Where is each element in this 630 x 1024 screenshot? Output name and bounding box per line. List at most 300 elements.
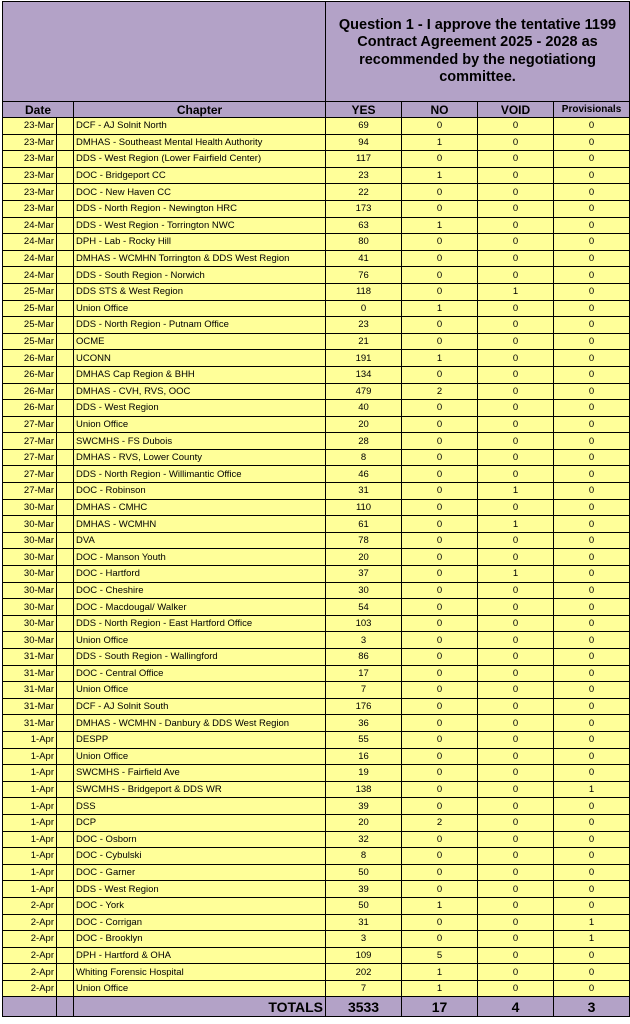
row-void: 0 xyxy=(478,582,554,599)
row-void: 0 xyxy=(478,532,554,549)
row-date: 1-Apr xyxy=(3,848,57,865)
row-chapter: SWCMHS - FS Dubois xyxy=(74,433,326,450)
row-void: 0 xyxy=(478,416,554,433)
row-provisionals: 0 xyxy=(554,582,630,599)
row-provisionals: 0 xyxy=(554,814,630,831)
row-date: 1-Apr xyxy=(3,864,57,881)
row-yes: 134 xyxy=(326,366,402,383)
column-header-row xyxy=(3,102,630,118)
row-void: 0 xyxy=(478,814,554,831)
row-void: 0 xyxy=(478,848,554,865)
row-chapter: DMHAS - CVH, RVS, OOC xyxy=(74,383,326,400)
row-date: 24-Mar xyxy=(3,217,57,234)
table-row xyxy=(3,250,630,267)
table-row xyxy=(3,582,630,599)
row-no: 0 xyxy=(402,615,478,632)
row-chapter: DMHAS - CMHC xyxy=(74,499,326,516)
table-row xyxy=(3,715,630,732)
row-date: 30-Mar xyxy=(3,566,57,583)
row-provisionals: 0 xyxy=(554,250,630,267)
row-blank-cell xyxy=(57,333,74,350)
row-chapter: DDS - West Region xyxy=(74,881,326,898)
row-yes: 36 xyxy=(326,715,402,732)
row-yes: 86 xyxy=(326,649,402,666)
row-provisionals: 0 xyxy=(554,317,630,334)
row-blank-cell xyxy=(57,781,74,798)
row-blank-cell xyxy=(57,366,74,383)
row-date: 31-Mar xyxy=(3,698,57,715)
row-provisionals: 0 xyxy=(554,532,630,549)
row-date: 1-Apr xyxy=(3,748,57,765)
row-no: 0 xyxy=(402,449,478,466)
row-chapter: UCONN xyxy=(74,350,326,367)
row-date: 27-Mar xyxy=(3,433,57,450)
row-provisionals: 0 xyxy=(554,665,630,682)
table-row xyxy=(3,864,630,881)
row-void: 0 xyxy=(478,317,554,334)
row-provisionals: 0 xyxy=(554,267,630,284)
row-yes: 117 xyxy=(326,151,402,168)
row-date: 31-Mar xyxy=(3,649,57,666)
table-row xyxy=(3,350,630,367)
row-no: 1 xyxy=(402,964,478,981)
row-no: 0 xyxy=(402,184,478,201)
row-blank-cell xyxy=(57,350,74,367)
row-date: 23-Mar xyxy=(3,134,57,151)
row-void: 0 xyxy=(478,250,554,267)
row-provisionals: 0 xyxy=(554,848,630,865)
row-chapter: DOC - New Haven CC xyxy=(74,184,326,201)
row-void: 0 xyxy=(478,881,554,898)
row-void: 0 xyxy=(478,599,554,616)
row-blank-cell xyxy=(57,715,74,732)
row-void: 0 xyxy=(478,267,554,284)
row-chapter: DDS - West Region xyxy=(74,400,326,417)
row-chapter: DOC - York xyxy=(74,897,326,914)
row-chapter: Whiting Forensic Hospital xyxy=(74,964,326,981)
row-date: 2-Apr xyxy=(3,931,57,948)
row-no: 0 xyxy=(402,914,478,931)
row-void: 0 xyxy=(478,649,554,666)
row-no: 0 xyxy=(402,682,478,699)
row-date: 1-Apr xyxy=(3,831,57,848)
row-provisionals: 0 xyxy=(554,333,630,350)
row-chapter: Union Office xyxy=(74,300,326,317)
row-date: 27-Mar xyxy=(3,416,57,433)
row-blank-cell xyxy=(57,234,74,251)
row-no: 0 xyxy=(402,665,478,682)
row-chapter: Union Office xyxy=(74,980,326,997)
row-no: 0 xyxy=(402,715,478,732)
row-yes: 118 xyxy=(326,283,402,300)
row-blank-cell xyxy=(57,864,74,881)
row-chapter: DOC - Osborn xyxy=(74,831,326,848)
row-yes: 80 xyxy=(326,234,402,251)
row-provisionals: 0 xyxy=(554,897,630,914)
row-void: 0 xyxy=(478,200,554,217)
row-blank-cell xyxy=(57,300,74,317)
row-blank-cell xyxy=(57,151,74,168)
row-blank-cell xyxy=(57,516,74,533)
row-no: 0 xyxy=(402,731,478,748)
column-header-chapter: Chapter xyxy=(74,102,326,118)
row-yes: 20 xyxy=(326,416,402,433)
column-header-yes: YES xyxy=(326,102,402,118)
row-date: 25-Mar xyxy=(3,317,57,334)
row-date: 1-Apr xyxy=(3,798,57,815)
totals-blank-cell xyxy=(57,997,74,1017)
row-date: 1-Apr xyxy=(3,781,57,798)
row-chapter: DSS xyxy=(74,798,326,815)
row-no: 1 xyxy=(402,350,478,367)
row-blank-cell xyxy=(57,798,74,815)
row-no: 0 xyxy=(402,649,478,666)
row-date: 30-Mar xyxy=(3,549,57,566)
row-void: 0 xyxy=(478,665,554,682)
question-title: Question 1 - I approve the tentative 1199 Contract Agreement 2025 - 2028 as recommended by the negotiationg committee. xyxy=(326,2,630,102)
row-yes: 41 xyxy=(326,250,402,267)
row-date: 2-Apr xyxy=(3,947,57,964)
row-chapter: DDS - North Region - East Hartford Office xyxy=(74,615,326,632)
row-provisionals: 0 xyxy=(554,433,630,450)
row-yes: 61 xyxy=(326,516,402,533)
row-chapter: DMHAS - Southeast Mental Health Authority xyxy=(74,134,326,151)
row-date: 30-Mar xyxy=(3,516,57,533)
row-void: 1 xyxy=(478,516,554,533)
table-row xyxy=(3,184,630,201)
row-provisionals: 0 xyxy=(554,151,630,168)
row-blank-cell xyxy=(57,931,74,948)
row-provisionals: 0 xyxy=(554,632,630,649)
row-provisionals: 1 xyxy=(554,781,630,798)
row-provisionals: 0 xyxy=(554,964,630,981)
row-date: 24-Mar xyxy=(3,267,57,284)
table-row xyxy=(3,615,630,632)
table-row xyxy=(3,532,630,549)
row-void: 0 xyxy=(478,864,554,881)
row-provisionals: 0 xyxy=(554,715,630,732)
row-void: 0 xyxy=(478,118,554,135)
row-provisionals: 0 xyxy=(554,566,630,583)
row-void: 0 xyxy=(478,715,554,732)
column-header-provisionals: Provisionals xyxy=(554,102,630,118)
row-date: 25-Mar xyxy=(3,283,57,300)
row-date: 30-Mar xyxy=(3,632,57,649)
row-provisionals: 1 xyxy=(554,931,630,948)
row-yes: 7 xyxy=(326,682,402,699)
row-blank-cell xyxy=(57,881,74,898)
row-blank-cell xyxy=(57,267,74,284)
row-blank-cell xyxy=(57,283,74,300)
row-provisionals: 0 xyxy=(554,383,630,400)
row-blank-cell xyxy=(57,848,74,865)
column-header-void: VOID xyxy=(478,102,554,118)
row-no: 0 xyxy=(402,234,478,251)
row-yes: 28 xyxy=(326,433,402,450)
row-yes: 50 xyxy=(326,864,402,881)
row-yes: 23 xyxy=(326,317,402,334)
row-void: 1 xyxy=(478,283,554,300)
row-provisionals: 0 xyxy=(554,499,630,516)
row-chapter: SWCMHS - Bridgeport & DDS WR xyxy=(74,781,326,798)
row-void: 0 xyxy=(478,632,554,649)
row-date: 23-Mar xyxy=(3,118,57,135)
row-provisionals: 0 xyxy=(554,516,630,533)
table-row xyxy=(3,151,630,168)
row-no: 0 xyxy=(402,582,478,599)
row-date: 27-Mar xyxy=(3,449,57,466)
row-date: 2-Apr xyxy=(3,914,57,931)
row-blank-cell xyxy=(57,599,74,616)
table-row xyxy=(3,234,630,251)
row-chapter: DOC - Garner xyxy=(74,864,326,881)
row-no: 0 xyxy=(402,118,478,135)
row-no: 1 xyxy=(402,897,478,914)
row-date: 1-Apr xyxy=(3,765,57,782)
table-row xyxy=(3,416,630,433)
row-date: 23-Mar xyxy=(3,184,57,201)
row-void: 0 xyxy=(478,549,554,566)
row-provisionals: 0 xyxy=(554,599,630,616)
row-yes: 40 xyxy=(326,400,402,417)
row-no: 0 xyxy=(402,599,478,616)
row-provisionals: 0 xyxy=(554,283,630,300)
row-date: 30-Mar xyxy=(3,582,57,599)
row-date: 27-Mar xyxy=(3,466,57,483)
row-yes: 16 xyxy=(326,748,402,765)
row-chapter: DMHAS Cap Region & BHH xyxy=(74,366,326,383)
row-chapter: DOC - Brooklyn xyxy=(74,931,326,948)
row-yes: 110 xyxy=(326,499,402,516)
row-date: 26-Mar xyxy=(3,400,57,417)
row-chapter: DDS - West Region - Torrington NWC xyxy=(74,217,326,234)
question-header-row xyxy=(3,2,630,102)
row-chapter: DOC - Bridgeport CC xyxy=(74,167,326,184)
totals-provisionals: 3 xyxy=(554,997,630,1017)
row-date: 2-Apr xyxy=(3,897,57,914)
row-blank-cell xyxy=(57,549,74,566)
table-row xyxy=(3,831,630,848)
row-provisionals: 0 xyxy=(554,980,630,997)
table-row xyxy=(3,317,630,334)
row-chapter: DOC - Robinson xyxy=(74,483,326,500)
row-blank-cell xyxy=(57,566,74,583)
table-row xyxy=(3,665,630,682)
row-yes: 109 xyxy=(326,947,402,964)
row-blank-cell xyxy=(57,947,74,964)
totals-row xyxy=(3,997,630,1017)
row-date: 26-Mar xyxy=(3,383,57,400)
row-chapter: SWCMHS - Fairfield Ave xyxy=(74,765,326,782)
row-void: 1 xyxy=(478,566,554,583)
row-blank-cell xyxy=(57,499,74,516)
table-row xyxy=(3,781,630,798)
row-chapter: DOC - Manson Youth xyxy=(74,549,326,566)
row-provisionals: 0 xyxy=(554,731,630,748)
row-no: 1 xyxy=(402,167,478,184)
row-no: 0 xyxy=(402,416,478,433)
row-no: 0 xyxy=(402,283,478,300)
column-header-no: NO xyxy=(402,102,478,118)
table-row xyxy=(3,333,630,350)
table-row xyxy=(3,283,630,300)
row-chapter: DMHAS - WCMHN Torrington & DDS West Region xyxy=(74,250,326,267)
row-chapter: DOC - Cybulski xyxy=(74,848,326,865)
table-row xyxy=(3,897,630,914)
table-row xyxy=(3,980,630,997)
row-date: 2-Apr xyxy=(3,980,57,997)
table-row xyxy=(3,632,630,649)
table-row xyxy=(3,134,630,151)
row-void: 0 xyxy=(478,449,554,466)
row-provisionals: 0 xyxy=(554,217,630,234)
row-no: 0 xyxy=(402,748,478,765)
row-provisionals: 0 xyxy=(554,649,630,666)
row-void: 0 xyxy=(478,167,554,184)
row-chapter: Union Office xyxy=(74,632,326,649)
row-date: 30-Mar xyxy=(3,615,57,632)
table-row xyxy=(3,748,630,765)
row-void: 0 xyxy=(478,615,554,632)
row-date: 1-Apr xyxy=(3,814,57,831)
totals-yes: 3533 xyxy=(326,997,402,1017)
table-row xyxy=(3,267,630,284)
table-row xyxy=(3,765,630,782)
row-date: 24-Mar xyxy=(3,250,57,267)
row-provisionals: 0 xyxy=(554,748,630,765)
row-blank-cell xyxy=(57,483,74,500)
row-void: 0 xyxy=(478,217,554,234)
row-no: 0 xyxy=(402,267,478,284)
row-chapter: DDS - South Region - Norwich xyxy=(74,267,326,284)
row-blank-cell xyxy=(57,134,74,151)
row-no: 0 xyxy=(402,532,478,549)
row-date: 30-Mar xyxy=(3,499,57,516)
row-blank-cell xyxy=(57,814,74,831)
totals-no: 17 xyxy=(402,997,478,1017)
row-blank-cell xyxy=(57,200,74,217)
row-yes: 94 xyxy=(326,134,402,151)
row-chapter: DCF - AJ Solnit North xyxy=(74,118,326,135)
row-chapter: DOC - Corrigan xyxy=(74,914,326,931)
row-yes: 30 xyxy=(326,582,402,599)
row-no: 0 xyxy=(402,798,478,815)
table-row xyxy=(3,300,630,317)
row-no: 1 xyxy=(402,300,478,317)
row-provisionals: 0 xyxy=(554,483,630,500)
row-no: 0 xyxy=(402,200,478,217)
row-chapter: Union Office xyxy=(74,682,326,699)
row-chapter: DMHAS - WCMHN xyxy=(74,516,326,533)
table-row xyxy=(3,400,630,417)
row-chapter: DDS - South Region - Wallingford xyxy=(74,649,326,666)
row-blank-cell xyxy=(57,184,74,201)
row-no: 2 xyxy=(402,383,478,400)
row-date: 26-Mar xyxy=(3,366,57,383)
row-date: 27-Mar xyxy=(3,483,57,500)
row-blank-cell xyxy=(57,897,74,914)
row-yes: 37 xyxy=(326,566,402,583)
row-date: 25-Mar xyxy=(3,333,57,350)
row-no: 0 xyxy=(402,848,478,865)
row-blank-cell xyxy=(57,416,74,433)
vote-tally-table xyxy=(2,1,630,1017)
row-date: 23-Mar xyxy=(3,151,57,168)
row-void: 0 xyxy=(478,300,554,317)
row-void: 0 xyxy=(478,831,554,848)
row-yes: 20 xyxy=(326,814,402,831)
row-chapter: DDS - North Region - Putnam Office xyxy=(74,317,326,334)
row-void: 0 xyxy=(478,184,554,201)
row-provisionals: 0 xyxy=(554,200,630,217)
row-date: 26-Mar xyxy=(3,350,57,367)
row-void: 0 xyxy=(478,350,554,367)
row-blank-cell xyxy=(57,980,74,997)
row-date: 24-Mar xyxy=(3,234,57,251)
row-chapter: DPH - Lab - Rocky Hill xyxy=(74,234,326,251)
row-chapter: DOC - Hartford xyxy=(74,566,326,583)
row-void: 0 xyxy=(478,151,554,168)
row-provisionals: 0 xyxy=(554,947,630,964)
table-row xyxy=(3,167,630,184)
row-date: 30-Mar xyxy=(3,599,57,616)
table-row xyxy=(3,217,630,234)
row-yes: 39 xyxy=(326,881,402,898)
row-yes: 3 xyxy=(326,931,402,948)
row-no: 0 xyxy=(402,483,478,500)
row-blank-cell xyxy=(57,383,74,400)
row-void: 0 xyxy=(478,234,554,251)
row-void: 0 xyxy=(478,914,554,931)
row-provisionals: 0 xyxy=(554,118,630,135)
table-row xyxy=(3,200,630,217)
table-row xyxy=(3,814,630,831)
row-void: 0 xyxy=(478,400,554,417)
table-row xyxy=(3,798,630,815)
row-void: 0 xyxy=(478,466,554,483)
row-blank-cell xyxy=(57,698,74,715)
row-yes: 23 xyxy=(326,167,402,184)
row-blank-cell xyxy=(57,582,74,599)
row-blank-cell xyxy=(57,682,74,699)
row-blank-cell xyxy=(57,649,74,666)
row-date: 23-Mar xyxy=(3,167,57,184)
row-provisionals: 0 xyxy=(554,881,630,898)
row-yes: 55 xyxy=(326,731,402,748)
row-no: 0 xyxy=(402,549,478,566)
table-row xyxy=(3,731,630,748)
column-header-date: Date xyxy=(3,102,74,118)
table-row xyxy=(3,466,630,483)
row-blank-cell xyxy=(57,167,74,184)
row-void: 0 xyxy=(478,366,554,383)
row-blank-cell xyxy=(57,532,74,549)
row-yes: 3 xyxy=(326,632,402,649)
row-void: 0 xyxy=(478,333,554,350)
row-chapter: DOC - Cheshire xyxy=(74,582,326,599)
row-no: 0 xyxy=(402,765,478,782)
table-row xyxy=(3,566,630,583)
row-yes: 19 xyxy=(326,765,402,782)
table-row xyxy=(3,947,630,964)
row-yes: 17 xyxy=(326,665,402,682)
row-provisionals: 0 xyxy=(554,366,630,383)
table-row xyxy=(3,449,630,466)
row-void: 1 xyxy=(478,483,554,500)
row-chapter: DMHAS - WCMHN - Danbury & DDS West Region xyxy=(74,715,326,732)
row-yes: 176 xyxy=(326,698,402,715)
row-blank-cell xyxy=(57,217,74,234)
